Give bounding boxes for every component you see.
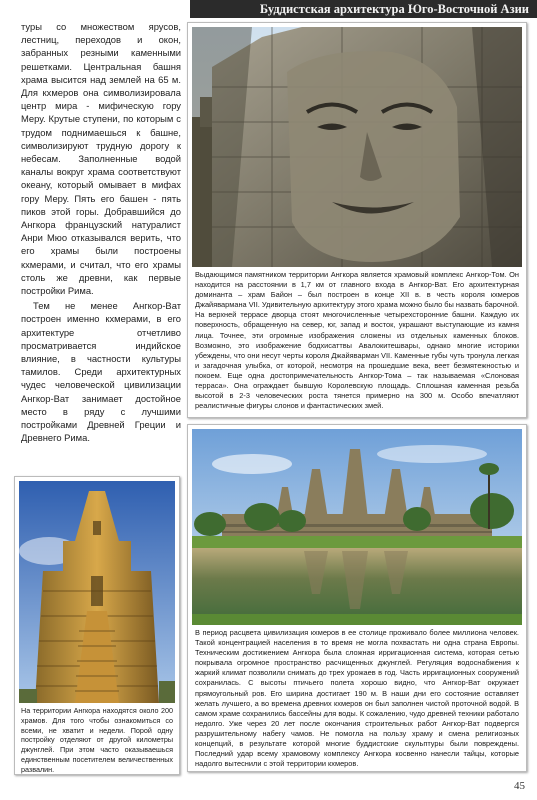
running-header: Буддистская архитектура Юго-Восточной Азии <box>190 0 537 18</box>
figure-temple <box>14 476 180 775</box>
intro-paragraph-1: туры со множеством ярусов, лестниц, переходов и окон, забранных резными каменными решетками. Центральная башня храма высится над землей на 65 м. Для кхмеров она символизировала центр мира - мифическую гору Меру. Крутые ступени, по которым с трудом поднимаешься к башне, символизируют трудную дорогу к небесам. Заполненные водой каналы вокруг храма соответствуют океану, который омывает в мифах гору Меру. Пять его башен - пять пиков этой горы. Добравшийся до Ангкора французский натуралист Анри Мюо отказывался верить, что его храмы были построены кхмерами, и считал, что его храмы столь же древни, как первые постройки Рима. <box>21 21 181 297</box>
intro-text <box>21 20 181 445</box>
angkor-wat-caption: В период расцвета цивилизация кхмеров в ее столице проживало более миллиона человек. Такой концентрацией населения в то время не могла похвастать ни одна страна Европы. Техническим достижением Ангкора была сложная ирригационная система, которая сетью покрывала огромное пространство расчищенных джунглей. Регуляция водоснабжения к жаркий климат позволили снимать до трех урожаев в год. Часть ирригационных сооружений сохранилась. С высоты птичьего полета хорошо видно, что Ангкор-Ват окружает прямоугольный ров. Его ширина достигает 190 м. В наши дни его состояние оставляет желать лучшего, а во времена древних кхмеров он был заполнен чистой проточной водой. В самом храме сохранились бассейны для воды. К сожалению, чудо древней техники работало недолго. Уже через 20 лет после окончания строительных работ Ангкор-Ват подвергся разрушительному набегу чамов. Не помогла на пользу храму и смена религиозных концепций, в результате которой многие буддистские скульптуры были повреждены. Последний удар всему храмовому комплексу Ангкора косвенно нанесли тайцы, которые надолго вытеснили с этой территории кхмеров. <box>195 628 519 769</box>
bayon-caption: Выдающимся памятником территории Ангкора является храмовый комплекс Ангкор-Том. Он находится на расстоянии в 1,7 км от главного входа в Ангкор-Ват. Его архитектурная доминанта – храм Байон – был построен в конце XII в. в честь короля кхмеров Джайявармана VII. Удивительную архитектуру этого храма можно было бы назвать барочной. На верхней террасе дворца стоят многочисленные четырехсторонние башни. Каждую их поверхность, обращенную на север, юг, запад и восток, украшают выступающие из камня лица. Точнее, эти огромные изображения сложены из отдельных каменных блоков. Возможно, это изображение бодхисаттвы Авалокитешвары, однако многие историки убеждены, что они несут черты короля Джайяварман VII. Каменные губы чуть тронула легкая и загадочная улыбка, от которой, несмотря на прошедшие века, веет безмятежностью и покоем. Еще одна достопримечательность Ангкор-Тома – так называемая «Слоновая терраса». Она ограждает бывшую Королевскую площадь. Сплошная каменная резьба высотой в 2-3 человеческих роста тянется примерно на 300 м. Особо впечатляют реалистичные фигуры слонов и фантастических змей. <box>195 270 519 411</box>
angkor-wat-photo <box>192 429 522 625</box>
temple-caption: На территории Ангкора находятся около 200 храмов. Для того чтобы ознакомиться со всеми, не хватит и недели. Порой одну постройку отделяют от другой километры джунглей. При этом часто оказываешься единственным посетителем величественных развалин. <box>21 706 173 774</box>
figure-bayon <box>187 22 527 418</box>
temple-photo <box>19 481 175 703</box>
bayon-face-photo <box>192 27 522 267</box>
figure-angkor-wat <box>187 424 527 772</box>
page-number: 45 <box>514 780 525 792</box>
intro-paragraph-2: Тем не менее Ангкор-Ват построен именно кхмерами, в его архитектуре отчетливо просматривается индийское влияние, в частности культуры тамилов. Среди архитектурных чудес человеческой цивилизации Ангкор-Ват занимает достойное место в ряду с лучшими постройками Древней Греции и Древнего Рима. <box>21 300 181 444</box>
